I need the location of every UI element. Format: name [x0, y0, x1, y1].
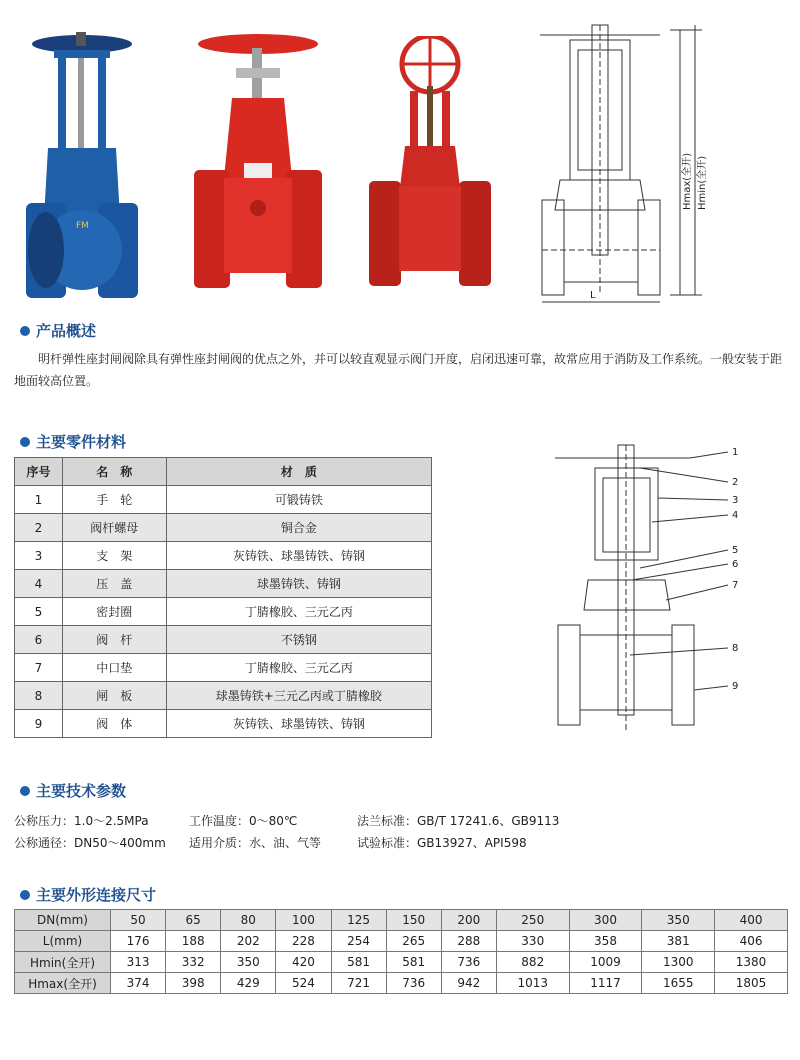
dims-cell: 250	[496, 910, 569, 931]
param-item: 公称通径：DN50～400mm	[14, 836, 166, 850]
bullet-icon	[20, 786, 30, 796]
parts-cell: 1	[15, 486, 63, 514]
parts-title: 主要零件材料	[36, 433, 127, 451]
dim-hmin-label: Hmin(全开)	[697, 155, 708, 210]
dimensions-title: 主要外形连接尺寸	[36, 886, 157, 904]
dims-cell: 1655	[642, 973, 715, 994]
dims-cell: 381	[642, 931, 715, 952]
callout-label: 9	[732, 681, 739, 692]
param-item: 试验标准：GB13927、API598	[357, 836, 527, 850]
dim-hmax-label: Hmax(全开)	[682, 152, 693, 210]
dims-cell: 736	[386, 973, 441, 994]
parts-header-cell: 材 质	[166, 458, 431, 486]
dims-cell: 228	[276, 931, 331, 952]
parts-row	[15, 598, 432, 626]
dims-cell: 721	[331, 973, 386, 994]
parts-cell: 阀杆螺母	[62, 514, 166, 542]
param-item: 适用介质：水、油、气等	[189, 836, 322, 850]
dims-cell: 125	[331, 910, 386, 931]
callout-label: 8	[732, 643, 739, 654]
red-valve-photo	[188, 28, 328, 290]
parts-callout-drawing	[540, 440, 770, 740]
dims-cell: 202	[221, 931, 276, 952]
parts-cell: 5	[15, 598, 63, 626]
parts-cell: 2	[15, 514, 63, 542]
dims-cell: DN(mm)	[15, 910, 111, 931]
dimensions-table	[14, 909, 788, 994]
parts-cell: 阀 杆	[62, 626, 166, 654]
parts-cell: 中口垫	[62, 654, 166, 682]
dims-cell: 80	[221, 910, 276, 931]
parts-row	[15, 514, 432, 542]
valve-dimension-drawing	[530, 20, 730, 310]
dims-cell: 400	[715, 910, 788, 931]
dims-cell: 150	[386, 910, 441, 931]
parts-cell: 球墨铸铁、铸钢	[166, 570, 431, 598]
params-row	[14, 810, 617, 832]
dims-cell: 200	[441, 910, 496, 931]
parts-header-cell: 序号	[15, 458, 63, 486]
parts-row	[15, 542, 432, 570]
dims-row	[15, 910, 788, 931]
dims-row	[15, 952, 788, 973]
dims-cell: 374	[111, 973, 166, 994]
param-item: 公称压力：1.0～2.5MPa	[14, 814, 149, 828]
dims-row	[15, 973, 788, 994]
dims-cell: 50	[111, 910, 166, 931]
dims-cell: 1117	[569, 973, 642, 994]
dims-cell: 581	[331, 952, 386, 973]
dims-cell: 332	[166, 952, 221, 973]
parts-cell: 6	[15, 626, 63, 654]
parts-row	[15, 710, 432, 738]
bullet-icon	[20, 326, 30, 336]
parts-row	[15, 682, 432, 710]
parts-cell: 灰铸铁、球墨铸铁、铸钢	[166, 710, 431, 738]
callout-label: 1	[732, 447, 739, 458]
dims-cell: 65	[166, 910, 221, 931]
dims-cell: 736	[441, 952, 496, 973]
blue-valve-photo	[18, 28, 148, 300]
dims-cell: 288	[441, 931, 496, 952]
dims-cell: 313	[111, 952, 166, 973]
dims-cell: 188	[166, 931, 221, 952]
dims-cell: 1805	[715, 973, 788, 994]
dims-cell: 1013	[496, 973, 569, 994]
parts-cell: 可锻铸铁	[166, 486, 431, 514]
dims-cell: 1380	[715, 952, 788, 973]
dims-cell: 1009	[569, 952, 642, 973]
dims-cell: 330	[496, 931, 569, 952]
parts-cell: 密封圈	[62, 598, 166, 626]
parts-cell: 不锈钢	[166, 626, 431, 654]
parts-cell: 铜合金	[166, 514, 431, 542]
dims-cell: 350	[221, 952, 276, 973]
parts-cell: 9	[15, 710, 63, 738]
dims-cell: Hmax(全开)	[15, 973, 111, 994]
dims-cell: 398	[166, 973, 221, 994]
params-title: 主要技术参数	[36, 782, 127, 800]
parts-cell: 7	[15, 654, 63, 682]
parts-cell: 3	[15, 542, 63, 570]
parts-cell: 阀 体	[62, 710, 166, 738]
red-valve-photo-2	[365, 36, 495, 290]
dims-cell: 942	[441, 973, 496, 994]
dims-cell: 176	[111, 931, 166, 952]
parts-cell: 4	[15, 570, 63, 598]
parts-cell: 压 盖	[62, 570, 166, 598]
svg-text:FM: FM	[76, 221, 89, 231]
callout-label: 2	[732, 477, 739, 488]
dims-cell: 420	[276, 952, 331, 973]
dims-cell: 581	[386, 952, 441, 973]
param-item: 工作温度：0～80℃	[189, 814, 298, 828]
parts-row	[15, 486, 432, 514]
parts-cell: 支 架	[62, 542, 166, 570]
parts-cell: 闸 板	[62, 682, 166, 710]
parts-row	[15, 570, 432, 598]
section-title-dimensions	[20, 884, 156, 905]
dim-l-label: L	[590, 290, 596, 301]
dims-cell: 524	[276, 973, 331, 994]
parts-header-cell: 名 称	[62, 458, 166, 486]
parts-cell: 灰铸铁、球墨铸铁、铸钢	[166, 542, 431, 570]
callout-label: 6	[732, 559, 739, 570]
section-title-params	[20, 780, 126, 801]
section-title-overview	[20, 320, 96, 341]
dims-cell: 406	[715, 931, 788, 952]
dims-row	[15, 931, 788, 952]
bullet-icon	[20, 437, 30, 447]
dims-cell: 358	[569, 931, 642, 952]
section-title-parts	[20, 431, 126, 452]
dims-cell: 882	[496, 952, 569, 973]
parts-cell: 8	[15, 682, 63, 710]
parts-cell: 手 轮	[62, 486, 166, 514]
params-row	[14, 832, 617, 854]
dims-cell: 300	[569, 910, 642, 931]
dims-cell: 254	[331, 931, 386, 952]
dims-cell: 265	[386, 931, 441, 952]
parts-cell: 丁腈橡胶、三元乙丙	[166, 598, 431, 626]
bullet-icon	[20, 890, 30, 900]
callout-label: 4	[732, 510, 739, 521]
overview-title: 产品概述	[36, 322, 97, 340]
dims-cell: 350	[642, 910, 715, 931]
param-item: 法兰标准：GB/T 17241.6、GB9113	[357, 814, 560, 828]
dims-cell: 429	[221, 973, 276, 994]
parts-table	[14, 457, 432, 738]
dims-cell: L(mm)	[15, 931, 111, 952]
callout-label: 3	[732, 495, 739, 506]
params-block	[14, 810, 617, 854]
callout-label: 7	[732, 580, 739, 591]
parts-cell: 球墨铸铁+三元乙丙或丁腈橡胶	[166, 682, 431, 710]
parts-header-row	[15, 458, 432, 486]
dims-cell: 1300	[642, 952, 715, 973]
dims-cell: Hmin(全开)	[15, 952, 111, 973]
dims-cell: 100	[276, 910, 331, 931]
parts-row	[15, 654, 432, 682]
parts-row	[15, 626, 432, 654]
callout-label: 5	[732, 545, 739, 556]
overview-text: 明杆弹性座封闸阀除具有弹性座封闸阀的优点之外，并可以较直观显示阀门开度，启闭迅速可靠，故常应用于消防及工作系统。一般安装于距地面较高位置。	[14, 352, 783, 388]
parts-cell: 丁腈橡胶、三元乙丙	[166, 654, 431, 682]
